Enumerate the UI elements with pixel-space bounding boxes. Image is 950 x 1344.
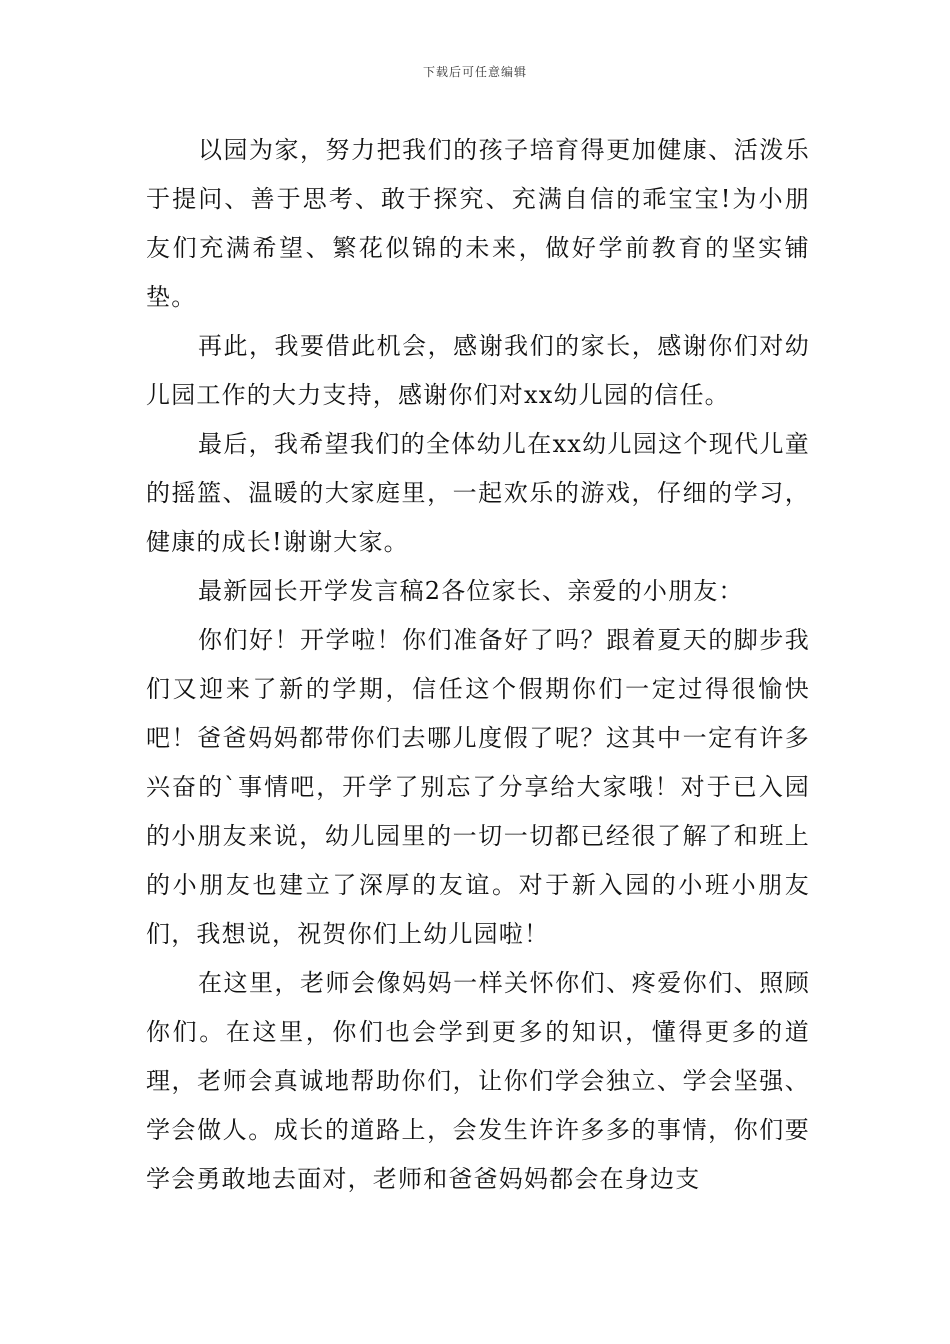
page-header-note: 下载后可任意编辑 — [422, 65, 527, 79]
paragraph-2: 再此，我要借此机会，感谢我们的家长，感谢你们对幼儿园工作的大力支持，感谢你们对xx幼儿园的信任。 — [146, 332, 810, 409]
paragraph-3: 最后，我希望我们的全体幼儿在xx幼儿园这个现代儿童的摇篮、温暖的大家庭里，一起欢乐的游戏，仔细的学习，健康的成长!谢谢大家。 — [146, 430, 810, 556]
paragraph-4-section-heading: 最新园长开学发言稿2各位家长、亲爱的小朋友： — [198, 577, 744, 605]
document-body — [146, 126, 810, 1204]
paragraph-5: 你们好！开学啦！你们准备好了吗？跟着夏天的脚步我们又迎来了新的学期，信任这个假期你们一定过得很愉快吧！爸爸妈妈都带你们去哪儿度假了呢？这其中一定有许多兴奋的`事情吧，开学了别忘了分享给大家哦！对于已入园的小朋友来说，幼儿园里的一切一切都已经很了解了和班上的小朋友也建立了深厚的友谊。对于新入园的小班小朋友们，我想说，祝贺你们上幼儿园啦！ — [146, 626, 810, 948]
paragraph-1: 以园为家，努力把我们的孩子培育得更加健康、活泼乐于提问、善于思考、敢于探究、充满自信的乖宝宝!为小朋友们充满希望、繁花似锦的未来，做好学前教育的坚实铺垫。 — [146, 136, 810, 311]
paragraph-6: 在这里，老师会像妈妈一样关怀你们、疼爱你们、照顾你们。在这里，你们也会学到更多的知识，懂得更多的道理，老师会真诚地帮助你们，让你们学会独立、学会坚强、学会做人。成长的道路上，会发生许许多多的事情，你们要学会勇敢地去面对，老师和爸爸妈妈都会在身边支 — [146, 969, 810, 1193]
